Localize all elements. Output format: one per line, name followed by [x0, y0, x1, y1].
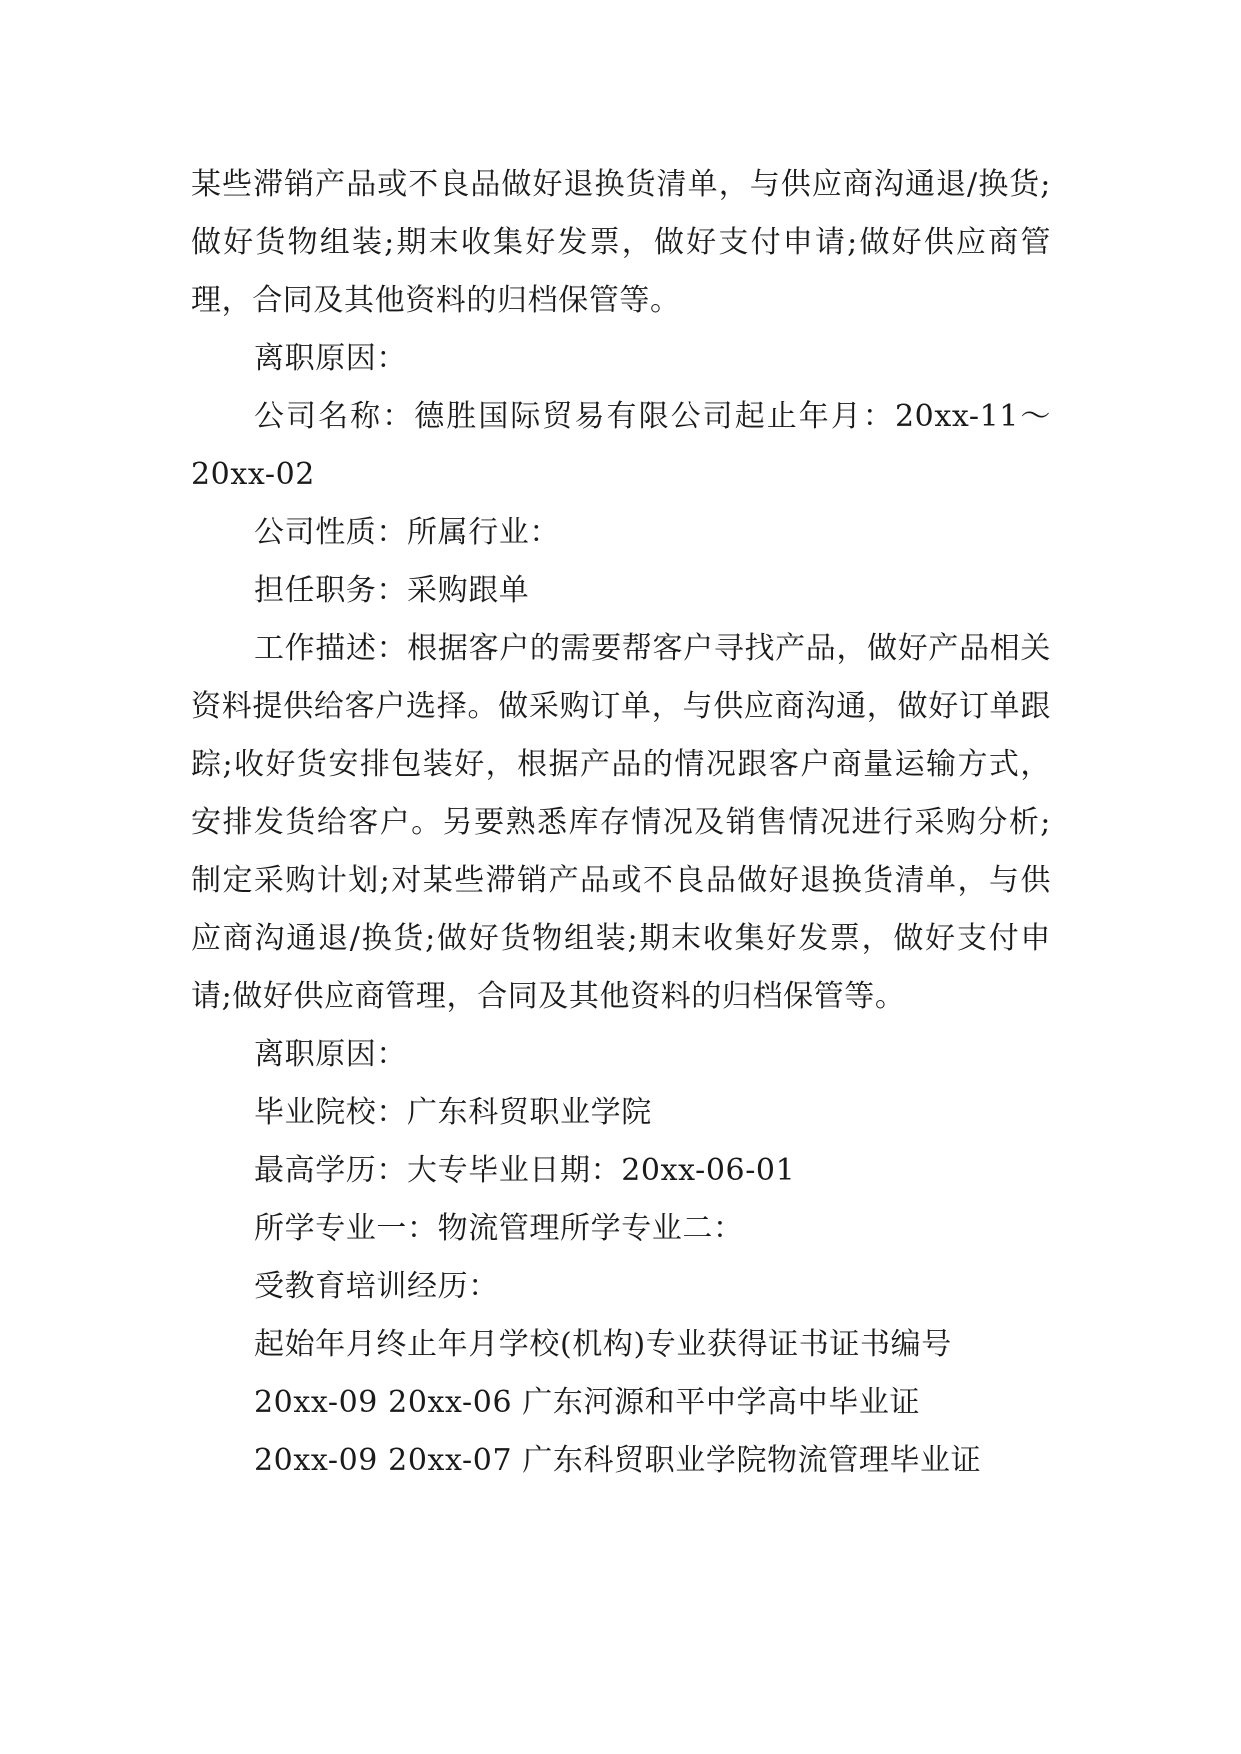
paragraph-education-level: 最高学历：大专毕业日期：20xx-06-01: [254, 1153, 796, 1188]
paragraph-training-row-2: 20xx-09 20xx-07 广东科贸职业学院物流管理毕业证: [254, 1443, 982, 1478]
paragraph-major: 所学专业一：物流管理所学专业二：: [254, 1211, 744, 1246]
paragraph-training-columns: 起始年月终止年月学校(机构)专业获得证书证书编号: [254, 1327, 952, 1362]
paragraph-training-heading: 受教育培训经历：: [254, 1269, 499, 1304]
paragraph-job-description: 工作描述：根据客户的需要帮客户寻找产品，做好产品相关资料提供给客户选择。做采购订单，与供应商沟通，做好订单跟踪;收好货安排包装好，根据产品的情况跟客户商量运输方式，安排发货给客户。另要熟悉库存情况及销售情况进行采购分析;制定采购计划;对某些滞销产品或不良品做好退换货清单，与供应商沟通退/换货;做好货物组装;期末收集好发票，做好支付申请;做好供应商管理，合同及其他资料的归档保管等。: [191, 631, 1051, 1014]
paragraph-position: 担任职务：采购跟单: [254, 573, 530, 608]
paragraph-continued-duties: 某些滞销产品或不良品做好退换货清单，与供应商沟通退/换货;做好货物组装;期末收集好发票，做好支付申请;做好供应商管理，合同及其他资料的归档保管等。: [191, 167, 1051, 318]
paragraph-training-row-1: 20xx-09 20xx-06 广东河源和平中学高中毕业证: [254, 1385, 921, 1420]
paragraph-leave-reason-2: 离职原因：: [254, 1037, 407, 1072]
paragraph-company-name: 公司名称：德胜国际贸易有限公司起止年月：20xx-11～20xx-02: [191, 399, 1051, 492]
document-body: [191, 156, 1051, 1490]
paragraph-school: 毕业院校：广东科贸职业学院: [254, 1095, 652, 1130]
paragraph-company-nature: 公司性质：所属行业：: [254, 515, 560, 550]
paragraph-leave-reason: 离职原因：: [254, 341, 407, 376]
